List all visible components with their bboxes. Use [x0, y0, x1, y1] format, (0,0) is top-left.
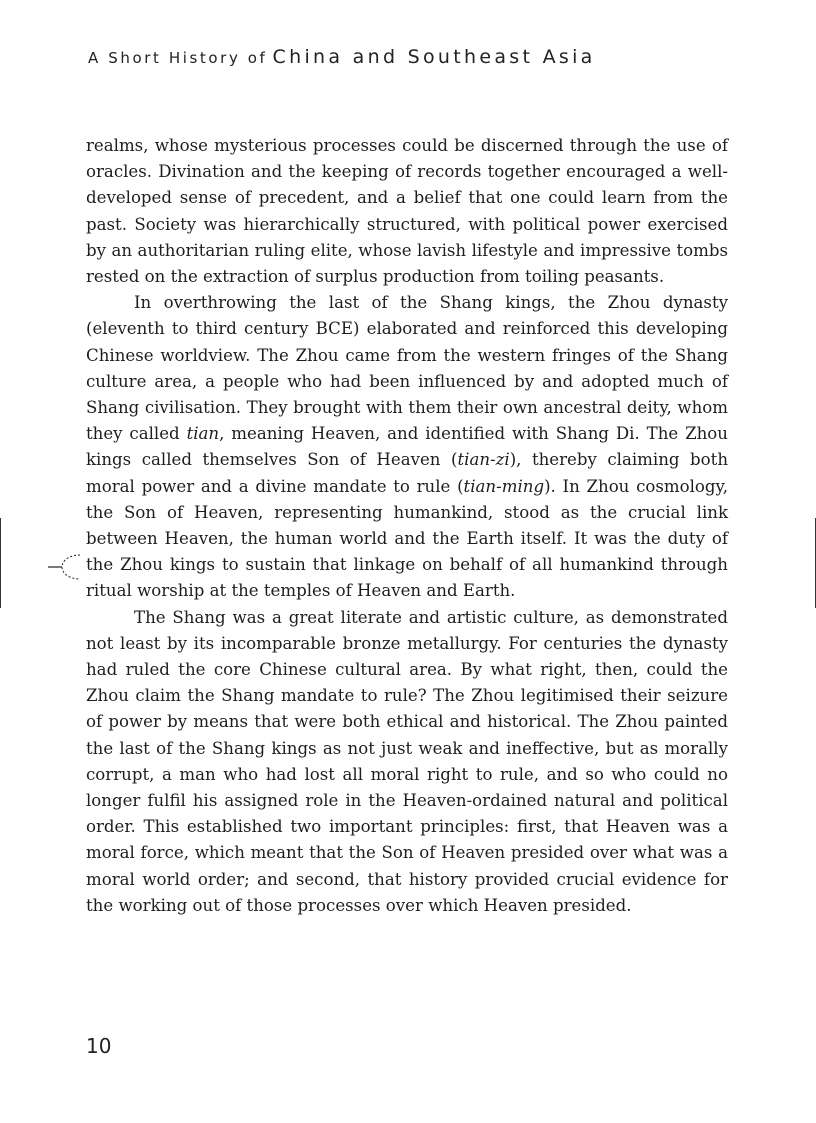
- paragraph-2-text-3: ), thereby claiming both moral power and a divine mandate to rule (: [86, 450, 729, 496]
- body-text: [86, 133, 728, 919]
- italic-term-tian: tian: [186, 424, 220, 444]
- paragraph-2-text-4: ). In Zhou cosmology, the Son of Heaven, representing humankind, stood as the crucial link between Heaven, the human world and the Earth itself. It was the duty of the Zhou kings to sustain that linkage on behalf of all humankind through ritual worship at the temples of Heaven and Earth.: [86, 476, 728, 601]
- paragraph-2-text-2: , meaning Heaven, and identified with Shang Di. The Zhou kings called themselves Son of Heaven (: [86, 424, 728, 470]
- running-head-title: China and Southeast Asia: [272, 46, 596, 68]
- paragraph-3: The Shang was a great literate and artistic culture, as demonstrated not least by its incomparable bronze metallurgy. For centuries the dynasty had ruled the core Chinese cultural area. By what right, then, could the Zhou claim the Shang mandate to rule? The Zhou legitimised their seizure of power by means that were both ethical and historical. The Zhou painted the last of the Shang kings as not just weak and ineffective, but as morally corrupt, a man who had lost all moral right to rule, and so who could no longer fulfil his assigned role in the Heaven-ordained natural and political order. This established two important principles: first, that Heaven was a moral force, which meant that the Son of Heaven presided over what was a moral world order; and second, that history provided crucial evidence for the working out of those processes over which Heaven presided.: [86, 607, 728, 915]
- paragraph-2: [86, 290, 728, 604]
- paragraph-1: realms, whose mysterious processes could be discerned through the use of oracles. Divination and the keeping of records together encouraged a well-developed sense of precedent, and a belief that one could learn from the past. Society was hierarchically structured, with political power exercised by an authoritarian ruling elite, whose lavish lifestyle and impressive tombs rested on the extraction of surplus production from toiling peasants.: [86, 136, 728, 287]
- page-number: 10: [86, 1034, 112, 1058]
- running-head-prefix: A Short History of: [88, 49, 268, 67]
- italic-term-tian-ming: tian-ming: [463, 476, 545, 496]
- crop-mark-left: [0, 518, 1, 608]
- italic-term-tian-zi: tian-zi: [457, 450, 510, 470]
- paragraph-2-text-1: In overthrowing the last of the Shang kings, the Zhou dynasty (eleventh to third century BCE) elaborated and reinforced this developing Chinese worldview. The Zhou came from the western fringes of the Shang culture area, a people who had been influenced by and adopted much of Shang civilisation. They brought with them their own ancestral deity, whom they called: [86, 293, 728, 444]
- running-head: [88, 46, 748, 68]
- registration-mark-icon: [48, 552, 84, 582]
